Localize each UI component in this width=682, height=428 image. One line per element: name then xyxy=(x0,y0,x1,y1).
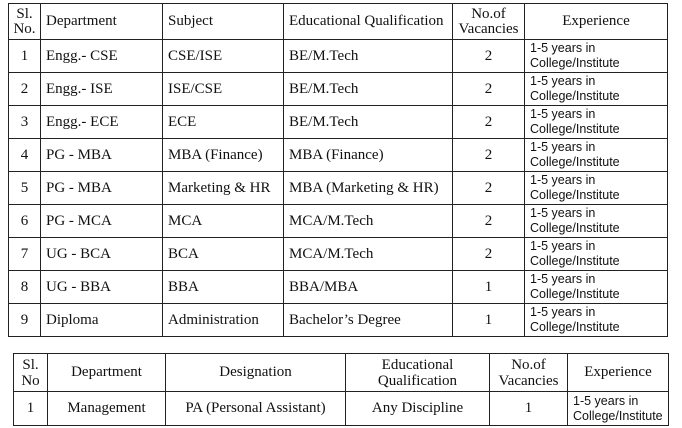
cell-qualification: Bachelor’s Degree xyxy=(284,304,453,337)
cell-qualification: BBA/MBA xyxy=(284,271,453,304)
cell-department: UG - BCA xyxy=(41,238,163,271)
header-department: Department xyxy=(48,354,166,392)
cell-vacancies: 2 xyxy=(453,106,525,139)
cell-department: PG - MCA xyxy=(41,205,163,238)
header-vacancies: No.of Vacancies xyxy=(490,354,568,392)
header-subject: Subject xyxy=(163,4,284,40)
cell-sl: 4 xyxy=(9,139,41,172)
header-qualification: Educational Qualification xyxy=(284,4,453,40)
cell-experience: 1-5 years in College/Institute xyxy=(525,205,668,238)
header-sl-no: Sl. No xyxy=(14,354,48,392)
cell-experience: 1-5 years in College/Institute xyxy=(525,271,668,304)
cell-department: Management xyxy=(48,392,166,426)
cell-sl: 8 xyxy=(9,271,41,304)
cell-experience: 1-5 years in College/Institute xyxy=(525,106,668,139)
cell-experience: 1-5 years in College/Institute xyxy=(568,392,669,426)
cell-department: Engg.- CSE xyxy=(41,40,163,73)
cell-qualification: BE/M.Tech xyxy=(284,40,453,73)
table-row xyxy=(9,238,668,271)
header-designation: Designation xyxy=(166,354,346,392)
cell-qualification: Any Discipline xyxy=(346,392,490,426)
cell-sl: 3 xyxy=(9,106,41,139)
header-sl-no: Sl. No. xyxy=(9,4,41,40)
cell-qualification: MBA (Marketing & HR) xyxy=(284,172,453,205)
cell-experience: 1-5 years in College/Institute xyxy=(525,172,668,205)
table-row xyxy=(14,392,669,426)
cell-vacancies: 2 xyxy=(453,238,525,271)
cell-experience: 1-5 years in College/Institute xyxy=(525,40,668,73)
cell-sl: 5 xyxy=(9,172,41,205)
cell-department: PG - MBA xyxy=(41,172,163,205)
cell-experience: 1-5 years in College/Institute xyxy=(525,139,668,172)
cell-experience: 1-5 years in College/Institute xyxy=(525,73,668,106)
cell-qualification: BE/M.Tech xyxy=(284,106,453,139)
cell-sl: 1 xyxy=(9,40,41,73)
table-row xyxy=(9,73,668,106)
header-qualification: Educational Qualification xyxy=(346,354,490,392)
cell-qualification: BE/M.Tech xyxy=(284,73,453,106)
vacancies-table xyxy=(8,3,668,337)
cell-subject: MBA (Finance) xyxy=(163,139,284,172)
table-row xyxy=(9,172,668,205)
cell-vacancies: 2 xyxy=(453,40,525,73)
cell-subject: Administration xyxy=(163,304,284,337)
header-department: Department xyxy=(41,4,163,40)
cell-designation: PA (Personal Assistant) xyxy=(166,392,346,426)
cell-subject: BCA xyxy=(163,238,284,271)
cell-vacancies: 1 xyxy=(453,271,525,304)
table-header-row xyxy=(9,4,668,40)
cell-vacancies: 2 xyxy=(453,139,525,172)
cell-subject: ISE/CSE xyxy=(163,73,284,106)
cell-subject: ECE xyxy=(163,106,284,139)
table-row xyxy=(9,40,668,73)
cell-sl: 7 xyxy=(9,238,41,271)
cell-experience: 1-5 years in College/Institute xyxy=(525,238,668,271)
table-header-row xyxy=(14,354,669,392)
cell-vacancies: 2 xyxy=(453,205,525,238)
table-row xyxy=(9,205,668,238)
cell-department: UG - BBA xyxy=(41,271,163,304)
cell-vacancies: 2 xyxy=(453,172,525,205)
cell-subject: CSE/ISE xyxy=(163,40,284,73)
table-row xyxy=(9,304,668,337)
table-row xyxy=(9,106,668,139)
cell-vacancies: 1 xyxy=(490,392,568,426)
header-experience: Experience xyxy=(568,354,669,392)
cell-department: Engg.- ISE xyxy=(41,73,163,106)
cell-qualification: MCA/M.Tech xyxy=(284,205,453,238)
header-vacancies: No.of Vacancies xyxy=(453,4,525,40)
management-vacancy-table xyxy=(13,353,669,426)
table-row xyxy=(9,271,668,304)
cell-sl: 6 xyxy=(9,205,41,238)
cell-sl: 9 xyxy=(9,304,41,337)
cell-department: Diploma xyxy=(41,304,163,337)
cell-department: PG - MBA xyxy=(41,139,163,172)
cell-qualification: MCA/M.Tech xyxy=(284,238,453,271)
cell-qualification: MBA (Finance) xyxy=(284,139,453,172)
cell-experience: 1-5 years in College/Institute xyxy=(525,304,668,337)
cell-sl: 2 xyxy=(9,73,41,106)
cell-subject: Marketing & HR xyxy=(163,172,284,205)
cell-subject: BBA xyxy=(163,271,284,304)
cell-subject: MCA xyxy=(163,205,284,238)
header-experience: Experience xyxy=(525,4,668,40)
cell-sl: 1 xyxy=(14,392,48,426)
cell-vacancies: 1 xyxy=(453,304,525,337)
table-row xyxy=(9,139,668,172)
cell-vacancies: 2 xyxy=(453,73,525,106)
cell-department: Engg.- ECE xyxy=(41,106,163,139)
